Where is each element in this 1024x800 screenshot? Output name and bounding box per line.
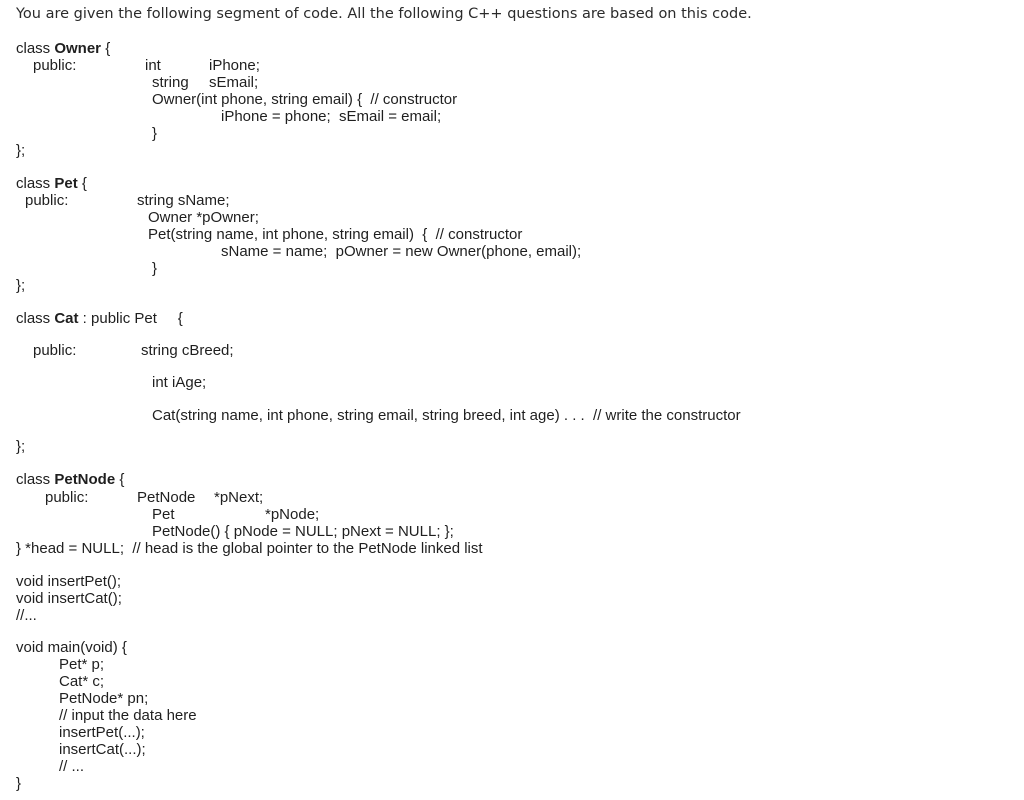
class-name-pet: Pet (54, 175, 78, 192)
main-line: Cat* c; (59, 673, 105, 690)
keyword: class (16, 310, 55, 327)
class-name-owner: Owner (54, 40, 102, 57)
main-line: // ... (59, 758, 85, 775)
main-signature: void main(void) { (16, 639, 127, 656)
intro-text: You are given the following segment of code. All the following C++ questions are based on this code. (16, 6, 752, 22)
pet-constructor: Pet(string name, int phone, string email) { // constructor (148, 226, 523, 243)
pet-constructor-close: } (152, 260, 158, 277)
prototype-insertpet: void insertPet(); (16, 573, 122, 590)
pet-member-sname: string sName; (137, 192, 230, 209)
owner-str-var: sEmail; (209, 74, 259, 91)
prototype-comment: //... (16, 607, 37, 624)
pet-public: public: (25, 192, 69, 209)
pet-class-header (16, 175, 87, 192)
petnode-class-close: } *head = NULL; // head is the global pointer to the PetNode linked list (16, 540, 483, 557)
pet-class-close: }; (16, 277, 26, 294)
class-name-cat: Cat (54, 310, 79, 327)
prototype-insertcat: void insertCat(); (16, 590, 122, 607)
inheritance: : public Pet { (78, 310, 183, 327)
main-line: Pet* p; (59, 656, 105, 673)
petnode-constructor: PetNode() { pNode = NULL; pNext = NULL; }; (152, 523, 454, 540)
keyword: class (16, 40, 55, 57)
petnode-next-type: PetNode (137, 489, 196, 506)
cat-member-iage: int iAge; (152, 374, 207, 391)
petnode-node-type: Pet (152, 506, 175, 523)
owner-int-var: iPhone; (209, 57, 260, 74)
cat-class-header (16, 310, 183, 327)
keyword: class (16, 471, 55, 488)
petnode-public: public: (45, 489, 89, 506)
owner-constructor: Owner(int phone, string email) { // constructor (152, 91, 458, 108)
class-name-petnode: PetNode (54, 471, 116, 488)
cat-constructor: Cat(string name, int phone, string email, string breed, int age) . . . // write the constructor (152, 407, 741, 424)
owner-public: public: (33, 57, 77, 74)
brace: { (101, 40, 111, 57)
petnode-class-header (16, 471, 124, 488)
main-line: // input the data here (59, 707, 197, 724)
main-line: PetNode* pn; (59, 690, 149, 707)
pet-constructor-body: sName = name; pOwner = new Owner(phone, email); (221, 243, 582, 260)
owner-int-type: int (145, 57, 161, 74)
main-line: insertPet(...); (59, 724, 145, 741)
owner-class-header (16, 40, 110, 57)
owner-str-type: string (152, 74, 189, 91)
cat-member-cbreed: string cBreed; (141, 342, 234, 359)
owner-constructor-close: } (152, 125, 158, 142)
petnode-next-var: *pNext; (214, 489, 264, 506)
main-line: insertCat(...); (59, 741, 146, 758)
owner-class-close: }; (16, 142, 26, 159)
main-close: } (16, 775, 22, 792)
brace: { (77, 175, 87, 192)
brace: { (115, 471, 125, 488)
petnode-node-var: *pNode; (265, 506, 320, 523)
cat-public: public: (33, 342, 77, 359)
pet-member-powner: Owner *pOwner; (148, 209, 259, 226)
cat-class-close: }; (16, 438, 26, 455)
owner-constructor-body: iPhone = phone; sEmail = email; (221, 108, 442, 125)
keyword: class (16, 175, 55, 192)
